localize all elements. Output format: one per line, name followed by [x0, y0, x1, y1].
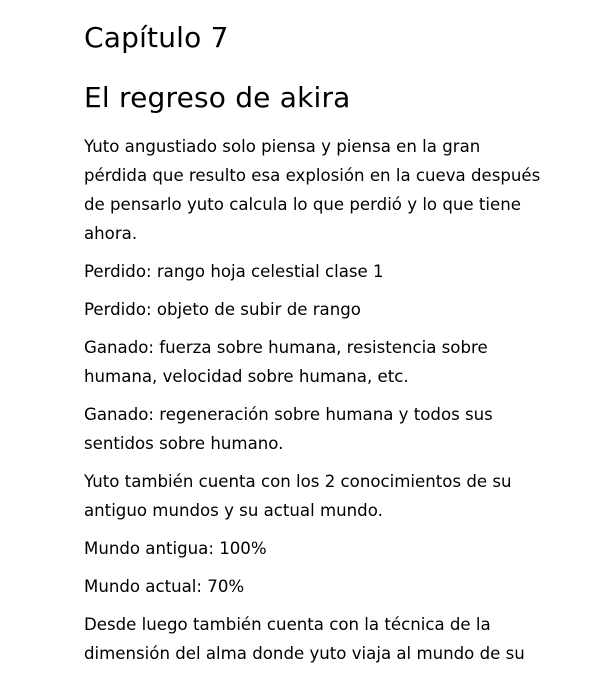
paragraph-5	[84, 400, 584, 458]
paragraph-line: Ganado: regeneración sobre humana y todos sus	[84, 405, 493, 424]
paragraph-line: Perdido: rango hoja celestial clase 1	[84, 262, 384, 281]
paragraph-4	[84, 333, 584, 391]
chapter-title: Capítulo 7	[84, 21, 229, 54]
paragraph-line: Ganado: fuerza sobre humana, resistencia sobre	[84, 338, 488, 357]
paragraph-line: ahora.	[84, 224, 138, 243]
body-text	[84, 132, 584, 668]
paragraph-line: antiguo mundos y su actual mundo.	[84, 501, 383, 520]
paragraph-line: humana, velocidad sobre humana, etc.	[84, 367, 409, 386]
paragraph-7	[84, 534, 584, 563]
paragraph-6	[84, 467, 584, 525]
paragraph-1	[84, 132, 584, 248]
paragraph-9	[84, 610, 584, 668]
paragraph-line: de pensarlo yuto calcula lo que perdió y lo que tiene	[84, 195, 521, 214]
paragraph-line: pérdida que resulto esa explosión en la cueva después	[84, 166, 541, 185]
paragraph-3	[84, 295, 584, 324]
paragraph-line: Desde luego también cuenta con la técnica de la	[84, 615, 491, 634]
paragraph-line: Mundo antigua: 100%	[84, 539, 267, 558]
paragraph-line: Mundo actual: 70%	[84, 577, 245, 596]
document-page	[84, 0, 584, 677]
paragraph-line: sentidos sobre humano.	[84, 434, 284, 453]
paragraph-line: Yuto angustiado solo piensa y piensa en la gran	[84, 137, 481, 156]
paragraph-8	[84, 572, 584, 601]
paragraph-line: dimensión del alma donde yuto viaja al mundo de su	[84, 644, 525, 663]
chapter-subtitle: El regreso de akira	[84, 81, 351, 114]
paragraph-line: Perdido: objeto de subir de rango	[84, 300, 361, 319]
paragraph-line: Yuto también cuenta con los 2 conocimientos de su	[84, 472, 512, 491]
paragraph-2	[84, 257, 584, 286]
